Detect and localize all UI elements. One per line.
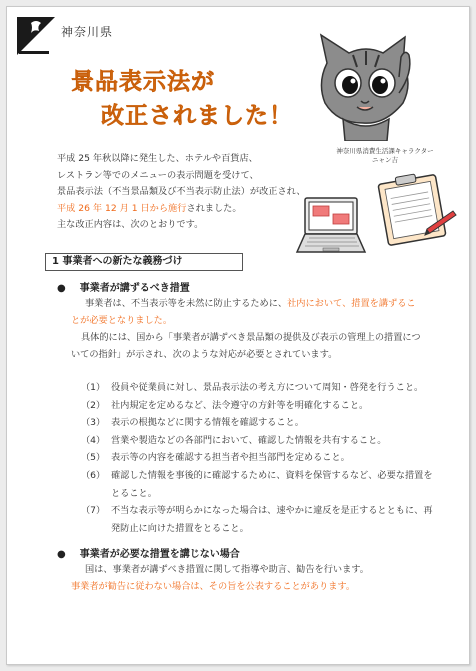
no-measures-heading: ● 事業者が必要な措置を講じない場合 — [57, 549, 240, 560]
page-title — [71, 65, 293, 133]
measures-heading: ● 事業者が講ずるべき措置 — [57, 283, 190, 294]
laptop-icon — [295, 194, 371, 260]
section-1-heading: 1 事業者への新たな義務づけ — [45, 253, 243, 271]
title-line-1: 景品表示法が — [71, 69, 215, 95]
clipboard-icon — [377, 169, 457, 247]
kanagawa-emblem-icon — [17, 17, 55, 59]
list-item: （5） 表示等の内容を確認する担当者や担当部門を定めること。 — [81, 452, 350, 464]
measures-paragraph-2: 具体的には、国から「事業者が講ずべき景品類の提供及び表示の管理上の措置についての指針」が示され、次のような対応が必要とされています。 — [71, 332, 421, 360]
measures-paragraph-1: 事業者は、不当表示等を未然に防止するために、社内において、措置を講ずることが必要となりました。 — [71, 298, 416, 326]
title-line-2: 改正されました！ — [101, 103, 293, 129]
list-item: （1） 役員や従業員に対し、景品表示法の考え方について周知・啓発を行うこと。 — [81, 382, 424, 393]
list-item: （7） 不当な表示等が明らかになった場合は、速やかに違反を是正するとともに、再発防止に向けた措置をとること。 — [81, 505, 433, 534]
bullet-icon: ● — [57, 549, 66, 560]
no-measures-paragraph-2: 事業者が勧告に従わない場合は、その旨を公表することがあります。 — [71, 581, 356, 592]
bullet-icon: ● — [57, 283, 66, 294]
document-page — [6, 6, 470, 665]
prefecture-name: 神奈川県 — [61, 25, 114, 39]
no-measures-paragraph-1: 国は、事業者が講ずべき措置に関して指導や助言、勧告を行います。 — [85, 564, 369, 575]
intro-paragraph: 平成 25 年秋以降に発生した、ホテルや百貨店、 レストラン等でのメニューの表示問題を受けて、 景品表示法（不当景品類及び不当表示防止法）が改正され、 平成 26 年 12 月 1 日から施行されました。 主な改正内容は、次のとおりです。 — [57, 153, 306, 230]
list-item: （2） 社内規定を定めるなど、法令遵守の方針等を明確化すること。 — [81, 399, 369, 411]
list-item: （4） 営業や製造などの各部門において、確認した情報を共有すること。 — [81, 434, 387, 446]
cat-mascot-icon — [313, 33, 419, 141]
list-item: （3） 表示の根拠などに関する情報を確認すること。 — [81, 417, 304, 429]
mascot-caption: 神奈川県消費生活課キャラクター ニャン吉 — [336, 147, 434, 164]
list-item: （6） 確認した情報を事後的に確認するために、資料を保管するなど、必要な措置をとること。 — [81, 469, 433, 499]
enforcement-date: 平成 26 年 12 月 1 日から施行 — [57, 202, 187, 214]
measures-list — [81, 379, 433, 537]
